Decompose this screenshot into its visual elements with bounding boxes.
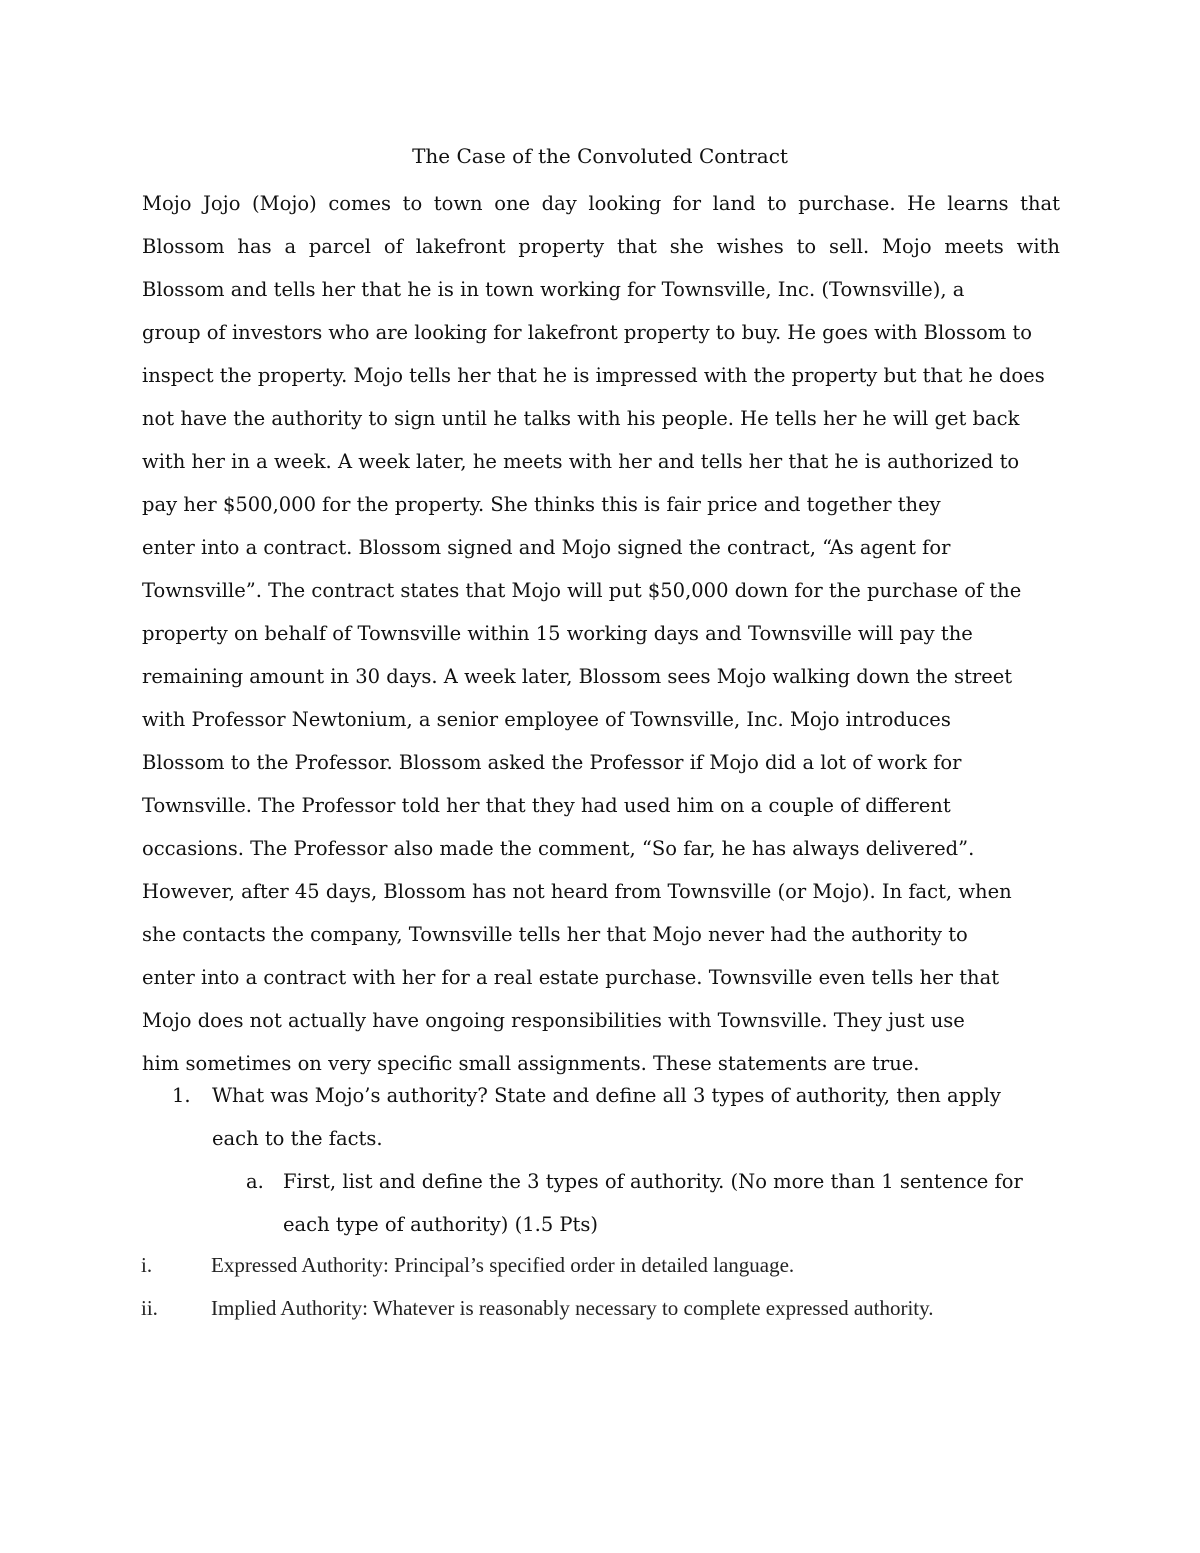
body-line: pay her $500,000 for the property. She thinks this is fair price and together they bbox=[142, 493, 941, 516]
body-line: enter into a contract with her for a real estate purchase. Townsville even tells her that bbox=[142, 966, 1000, 989]
body-line: remaining amount in 30 days. A week later, Blossom sees Mojo walking down the street bbox=[142, 665, 1013, 688]
body-line: group of investors who are looking for lakefront property to buy. He goes with Blossom to bbox=[142, 321, 1032, 344]
subquestion-line: First, list and define the 3 types of authority. (No more than 1 sentence for bbox=[283, 1170, 1023, 1193]
document-title: The Case of the Convoluted Contract bbox=[412, 144, 788, 168]
body-line: However, after 45 days, Blossom has not heard from Townsville (or Mojo). In fact, when bbox=[142, 880, 1012, 903]
answer-numeral: ii. bbox=[141, 1296, 158, 1320]
answer-numeral: i. bbox=[141, 1253, 153, 1277]
body-line: not have the authority to sign until he talks with his people. He tells her he will get back bbox=[142, 407, 1020, 430]
body-line: him sometimes on very specific small assignments. These statements are true. bbox=[142, 1052, 920, 1075]
body-line: property on behalf of Townsville within 15 working days and Townsville will pay the bbox=[142, 622, 973, 645]
body-line: Blossom and tells her that he is in town working for Townsville, Inc. (Townsville), a bbox=[142, 278, 965, 301]
question-number: 1. bbox=[172, 1084, 191, 1107]
body-line: with Professor Newtonium, a senior employee of Townsville, Inc. Mojo introduces bbox=[142, 708, 951, 731]
body-line: enter into a contract. Blossom signed and Mojo signed the contract, “As agent for bbox=[142, 536, 951, 559]
subquestion-letter: a. bbox=[246, 1170, 264, 1193]
question-line: each to the facts. bbox=[212, 1127, 383, 1150]
question-line: What was Mojo’s authority? State and define all 3 types of authority, then apply bbox=[212, 1084, 1001, 1107]
question-text bbox=[212, 1074, 1052, 1160]
answer-text: Implied Authority: Whatever is reasonably necessary to complete expressed authority. bbox=[211, 1296, 934, 1320]
body-line: Blossom has a parcel of lakefront property that she wishes to sell. Mojo meets with bbox=[142, 235, 1060, 258]
body-line: Townsville”. The contract states that Mojo will put $50,000 down for the purchase of the bbox=[142, 579, 1022, 602]
answer-text: Expressed Authority: Principal’s specified order in detailed language. bbox=[211, 1253, 795, 1277]
body-line: Mojo Jojo (Mojo) comes to town one day looking for land to purchase. He learns that bbox=[142, 192, 1060, 215]
body-line: she contacts the company, Townsville tells her that Mojo never had the authority to bbox=[142, 923, 968, 946]
subquestion-line: each type of authority) (1.5 Pts) bbox=[283, 1213, 598, 1236]
body-line: inspect the property. Mojo tells her that he is impressed with the property but that he does bbox=[142, 364, 1045, 387]
subquestion-text bbox=[283, 1160, 1056, 1246]
body-line: Mojo does not actually have ongoing responsibilities with Townsville. They just use bbox=[142, 1009, 965, 1032]
body-line: with her in a week. A week later, he meets with her and tells her that he is authorized to bbox=[142, 450, 1020, 473]
body-line: Townsville. The Professor told her that they had used him on a couple of different bbox=[142, 794, 951, 817]
case-body-paragraph bbox=[142, 182, 1060, 1085]
body-line: occasions. The Professor also made the comment, “So far, he has always delivered”. bbox=[142, 837, 975, 860]
body-line: Blossom to the Professor. Blossom asked the Professor if Mojo did a lot of work for bbox=[142, 751, 962, 774]
